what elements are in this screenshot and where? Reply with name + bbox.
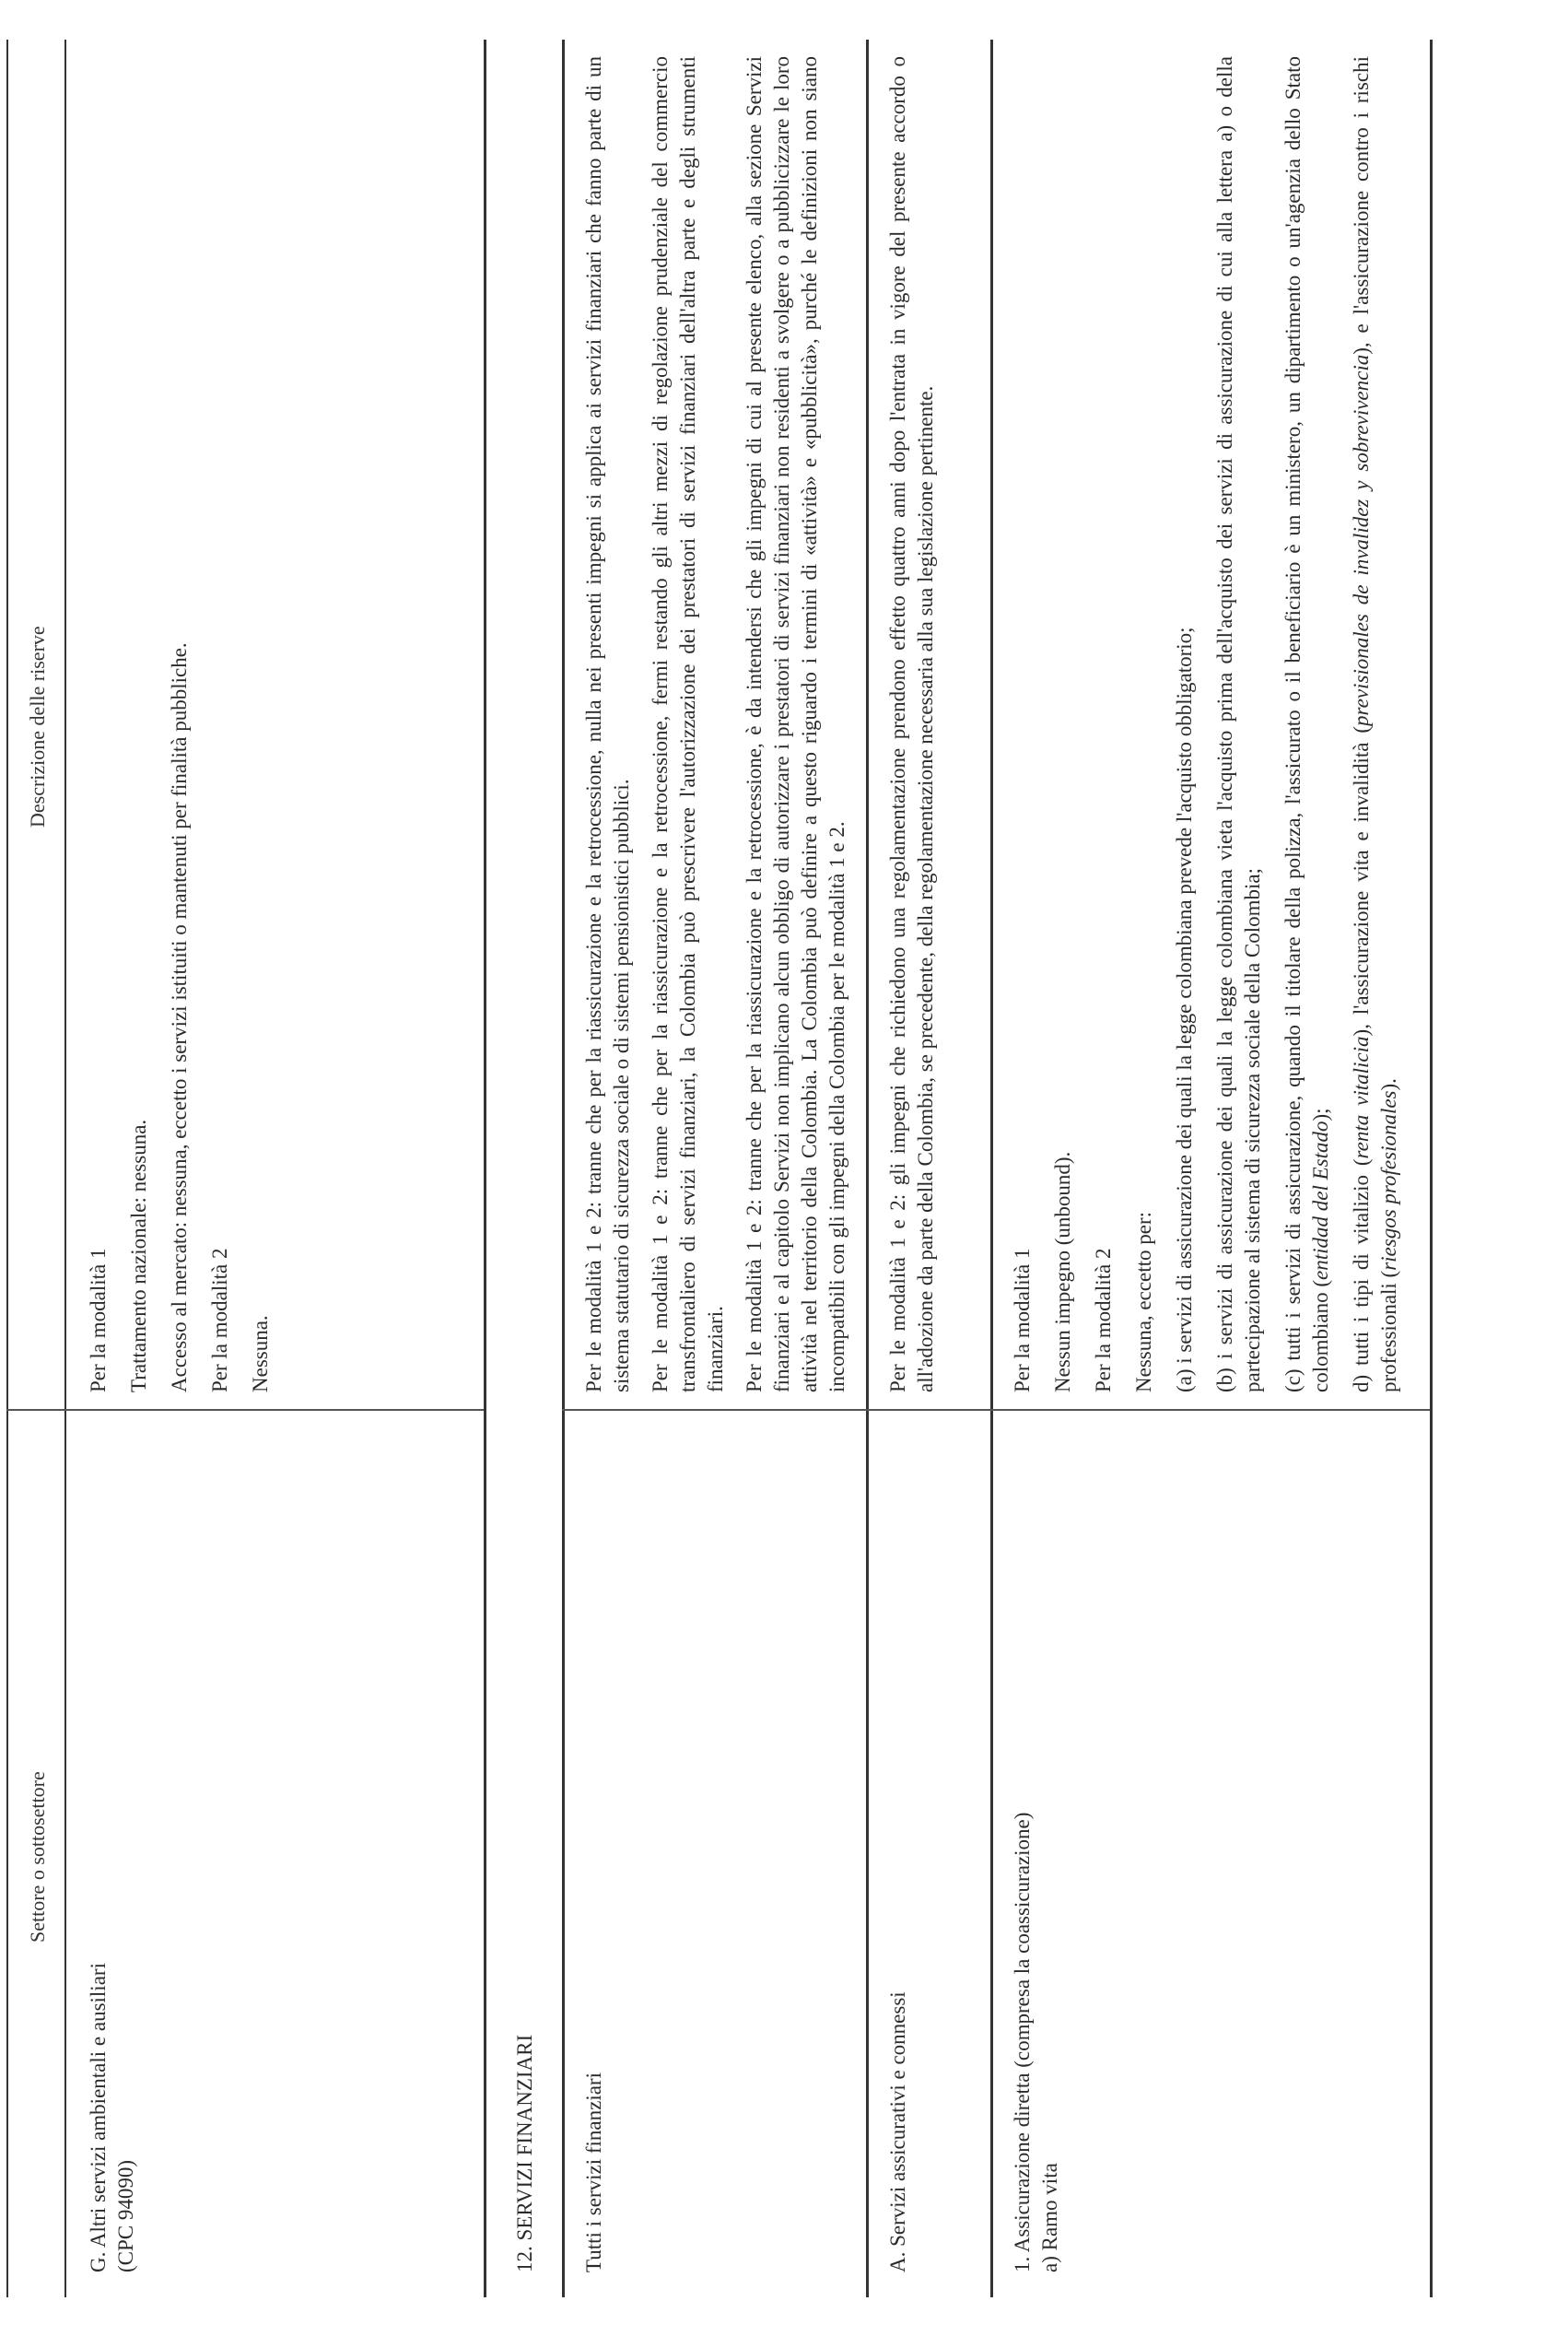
mode-heading: Per la modalità 1 bbox=[1011, 1248, 1034, 1392]
section-heading-cell bbox=[511, 1443, 539, 2272]
list-item-italic: previsionales de invalidez y sobrevivencia bbox=[1350, 354, 1373, 726]
sector-cell bbox=[85, 1443, 140, 2272]
sector-cell bbox=[884, 1443, 912, 2272]
column-header-description: Descrizione delle riserve bbox=[26, 626, 49, 828]
row-separator bbox=[866, 40, 869, 2297]
sector-subtitle: a) Ramo vita bbox=[1038, 2163, 1061, 2272]
column-divider bbox=[6, 1409, 484, 1411]
table-bottom-border bbox=[1430, 40, 1433, 2297]
sector-cell bbox=[580, 1443, 608, 2272]
sector-title: 1. Assicurazione diretta (compresa la coassicurazione) bbox=[1011, 1812, 1034, 2272]
mode-heading: Per la modalità 1 bbox=[87, 1248, 110, 1392]
row-separator bbox=[990, 40, 993, 2297]
row-separator bbox=[484, 40, 486, 2297]
reservation-cell bbox=[884, 56, 951, 1392]
reservation-cell bbox=[85, 65, 287, 1392]
list-item-italic: riesgos profesionales bbox=[1377, 1090, 1400, 1271]
list-item: (b) i servizi di assicurazione dei quali la legge colombiana vieta l'acquisto prima dell'acquisto dei servizi di assicurazione di cui alla lettera a) o della partecipazione al sistema di sicurezza sociale della Colombia; bbox=[1213, 56, 1264, 1392]
reservation-text: Nessuna, eccetto per: bbox=[1132, 1211, 1155, 1392]
sector-cell bbox=[1009, 1443, 1064, 2272]
reservation-text: Per le modalità 1 e 2: tranne che per la riassicurazione e la retrocessione, nulla nei presenti impegni si applica ai servizi finanziari che fanno parte di un sistema statutario di sicurezza sociale o di sistemi pensionistici pubblici. bbox=[582, 56, 633, 1392]
list-item bbox=[1280, 56, 1335, 1392]
reservation-text: Accesso al mercato: nessuna, eccetto i servizi istituiti o mantenuti per finalità pubbliche. bbox=[168, 642, 191, 1392]
reservation-text: Per le modalità 1 e 2: gli impegni che richiedono una regolamentazione prendono effetto quattro anni dopo l'entrata in vigore del presente accordo o all'adozione da parte della Colombia, se precedente, della regolamentazione necessaria alla sua legislazione pertinente. bbox=[886, 56, 937, 1392]
reservation-text: Trattamento nazionale: nessuna. bbox=[127, 1119, 150, 1392]
sector-title: Tutti i servizi finanziari bbox=[582, 2072, 605, 2272]
list-item bbox=[1348, 56, 1403, 1392]
mode-heading: Per la modalità 2 bbox=[1092, 1248, 1115, 1392]
list-item-italic: entidad del Estado bbox=[1309, 1121, 1332, 1280]
list-item-text: ), e l'assicurazione contro i rischi professionali ( bbox=[1350, 56, 1400, 1392]
section-title: 12. SERVIZI FINANZIARI bbox=[513, 2034, 536, 2272]
reservation-text: Nessuna. bbox=[249, 1315, 272, 1392]
header-separator bbox=[64, 40, 66, 2297]
mode-heading: Per la modalità 2 bbox=[208, 1248, 231, 1392]
reservation-cell bbox=[1009, 56, 1416, 1392]
column-divider bbox=[562, 1409, 1430, 1411]
sector-title: A. Servizi assicurativi e connessi bbox=[886, 1991, 909, 2272]
row-separator bbox=[562, 40, 565, 2297]
list-item-text: ); bbox=[1309, 1108, 1332, 1121]
sector-title: G. Altri servizi ambientali e ausiliari bbox=[87, 1963, 110, 2272]
list-item-italic: renta vitalicia bbox=[1350, 1036, 1373, 1159]
reservation-text: Per le modalità 1 e 2: tranne che per la riassicurazione e la retrocessione, è da intendersi che gli impegni di cui al presente elenco, alla sezione Servizi finanziari e al capitolo Servizi non implicano alcun obbligo di autorizzare i prestatori di servizi finanziari non residenti a svolgere o a pubblicizzare le loro attività nel territorio della Colombia. La Colombia può definire a questo riguardo i termini di «attività» e «pubblicità», purché le definizioni non siano incompatibili con gli impegni della Colombia per le modalità 1 e 2. bbox=[743, 56, 848, 1392]
list-item-text: ), l'assicurazione vita e invalidità ( bbox=[1350, 725, 1373, 1037]
reservation-text: Per le modalità 1 e 2: tranne che per la riassicurazione e la retrocessione, fermi restando gli altri mezzi di regolazione prudenziale del commercio transfrontaliero di servizi finanziari, la Colombia può prescrivere l'autorizzazione dei prestatori di servizi finanziari dell'altra parte e degli strumenti finanziari. bbox=[649, 56, 727, 1392]
list-item-text: ). bbox=[1377, 1078, 1400, 1091]
table-top-border bbox=[6, 40, 8, 2297]
reservation-cell bbox=[580, 56, 862, 1392]
list-item: (a) i servizi di assicurazione dei quali la legge colombiana prevede l'acquisto obbligatorio; bbox=[1173, 627, 1196, 1392]
sector-code: (CPC 94090) bbox=[114, 2159, 137, 2272]
column-header-sector: Settore o sottosettore bbox=[26, 1771, 49, 1943]
list-item-text: (c) tutti i servizi di assicurazione, quando il titolare della polizza, l'assicurato o il beneficiario è un ministero, un dipartimento o un'agenzia dello Stato colombiano ( bbox=[1281, 56, 1332, 1392]
list-item-text: d) tutti i tipi di vitalizio ( bbox=[1350, 1158, 1373, 1392]
reservation-text: Nessun impegno (unbound). bbox=[1051, 1151, 1074, 1392]
